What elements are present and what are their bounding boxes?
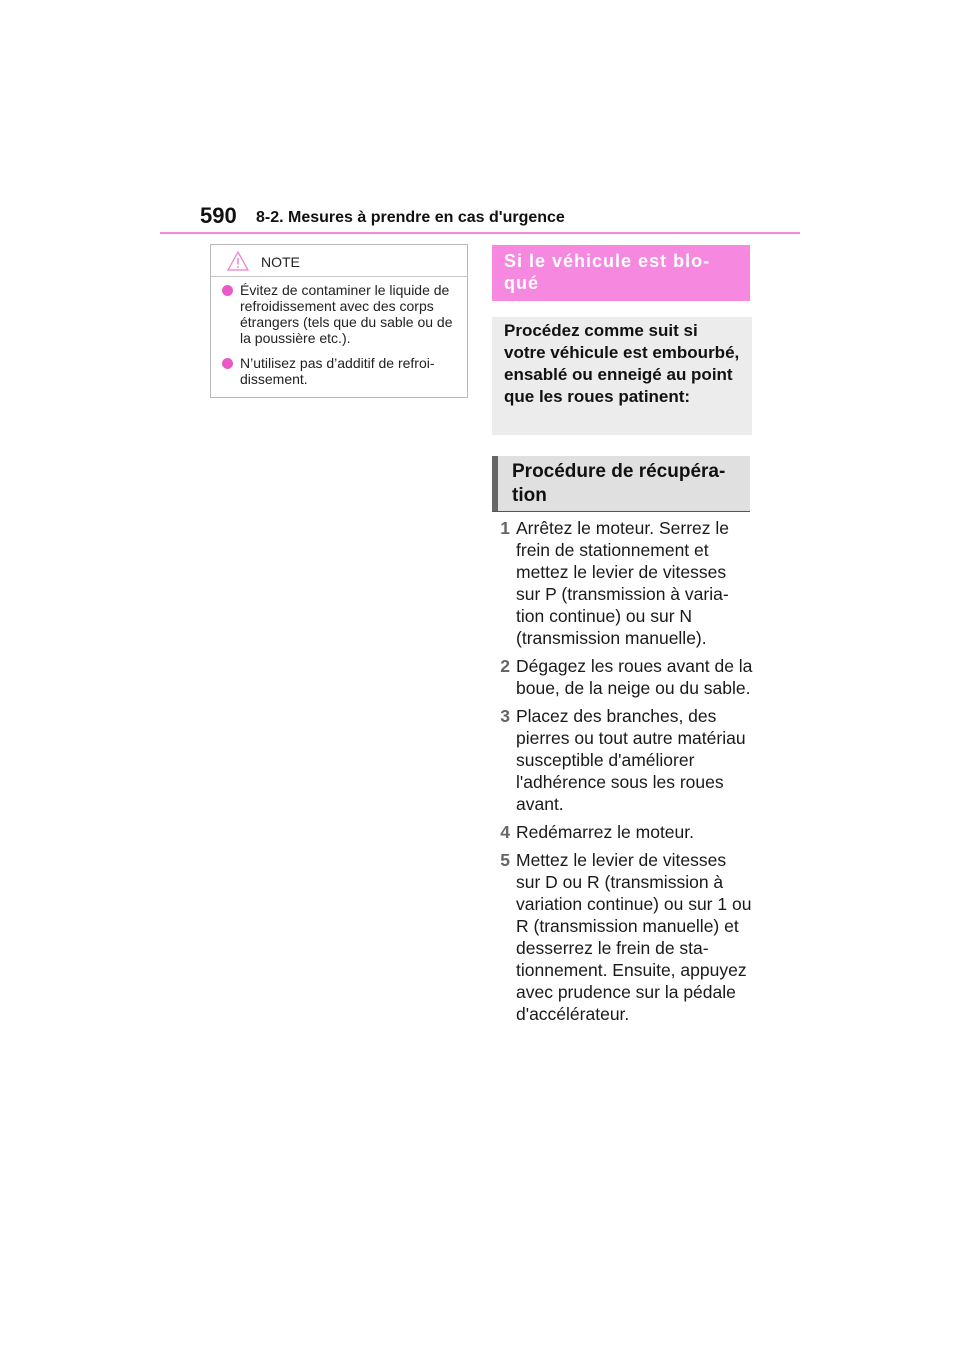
note-item-text: N’utilisez pas d’additif de refroi-dissement. (240, 355, 435, 387)
step-number: 4 (500, 822, 510, 842)
step-text: Redémarrez le moteur. (516, 822, 694, 842)
step-text: Arrêtez le moteur. Serrez le frein de stationnement et mettez le levier de vitesses sur P (transmission à varia-tion continue) ou sur N (transmission manuelle). (516, 518, 729, 648)
procedure-heading-rule (492, 511, 750, 512)
step-item (492, 517, 754, 649)
section-title: 8-2. Mesures à prendre en cas d'urgence (256, 209, 565, 226)
section-heading: Si le véhicule est blo-qué (492, 245, 750, 301)
step-number: 5 (500, 850, 510, 870)
step-number: 1 (500, 518, 510, 538)
step-number: 2 (500, 656, 510, 676)
step-number: 3 (500, 706, 510, 726)
warning-triangle-icon (227, 251, 249, 271)
step-text: Mettez le levier de vitesses sur D ou R (transmission à variation continue) ou sur 1 ou R (transmission manuelle) et desserrez le frein de sta-tionnement. Ensuite, appuyez avec prudence sur la pédale d'accélérateur. (516, 850, 752, 1024)
bullet-icon (222, 358, 233, 369)
note-item (211, 282, 467, 346)
step-text: Dégagez les roues avant de la boue, de la neige ou du sable. (516, 656, 753, 698)
steps-list (492, 517, 754, 1031)
bullet-icon (222, 285, 233, 296)
step-text: Placez des branches, des pierres ou tout autre matériau susceptible d'améliorer l'adhérence sous les roues avant. (516, 706, 746, 814)
step-item (492, 705, 754, 815)
step-item (492, 655, 754, 699)
note-item-text: Évitez de contaminer le liquide de refroidissement avec des corps étrangers (tels que du sable ou de la poussière etc.). (240, 282, 453, 346)
note-header (211, 245, 467, 277)
note-box (210, 244, 468, 398)
step-item (492, 821, 754, 843)
step-item (492, 849, 754, 1025)
header-rule (160, 232, 800, 234)
page-number: 590 (200, 203, 237, 228)
note-item (211, 355, 467, 387)
note-label: NOTE (261, 254, 300, 270)
procedure-heading: Procédure de récupéra-tion (492, 456, 750, 512)
intro-box: Procédez comme suit si votre véhicule est embourbé, ensablé ou enneigé au point que les roues patinent: (492, 317, 752, 435)
